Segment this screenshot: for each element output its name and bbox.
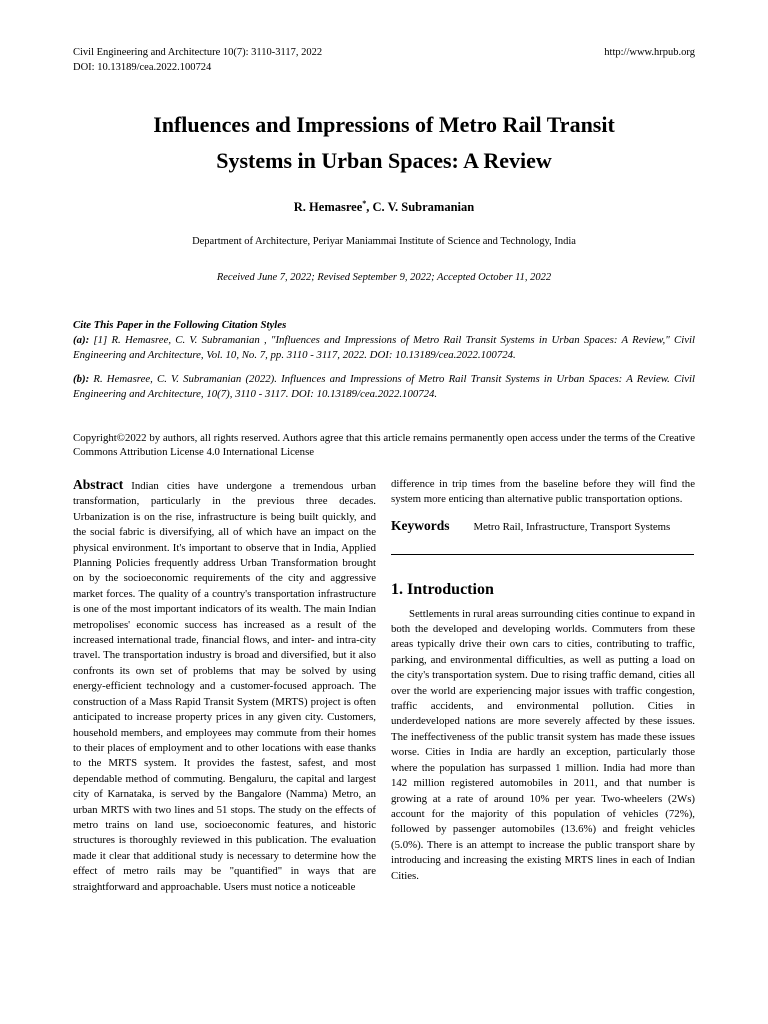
left-column [73,477,376,895]
introduction-text: Settlements in rural areas surrounding cities continue to expand in both the developed and developing worlds. Commuters from these areas typically drive their own cars to cities, contributing to traffic, parking, and environmental difficulties, as well as putting a load on the city's transportation system. Due to rising traffic demand, cities all over the world are experiencing major issues with traffic congestion, traffic accidents, and environmental pollution. Cities in underdeveloped nations are more severely affected by these issues. The ineffectiveness of the public transit system has made these issues worse. Cities in India are hardly an exception, particularly those where the population has surpassed 1 million. India had more than 142 million registered automobiles in 2011, and that number is growing at a rate of around 10% per year. Two-wheelers (2Ws) account for the majority of this population of vehicles (72%), followed by passenger automobiles (13.6%) and freight vehicles (5.0%). There is an attempt to increase the public transport share by introducing and increasing the existing MRTS lines in each of Indian Cities. [391,607,695,882]
keywords-heading: Keywords [391,517,450,533]
citation-a-text: [1] R. Hemasree, C. V. Subramanian , "Influences and Impressions of Metro Rail Transit Systems in Urban Spaces: A Review," Civil Engineering and Architecture, Vol. 10, No. 7, pp. 3110 - 3117, 2022. DOI: 10.13189/cea.2022.100724. [73,334,695,361]
section-divider [391,554,694,555]
keywords-text: Metro Rail, Infrastructure, Transport Systems [473,520,671,533]
abstract-continuation: difference in trip times from the baseline before they will find the system more enticing than alternative public transportation options. [391,478,695,506]
paper-title-line-1: Influences and Impressions of Metro Rail Transit [153,112,615,137]
corresponding-author-mark: * [362,199,367,208]
citation-b-text: R. Hemasree, C. V. Subramanian (2022). Influences and Impressions of Metro Rail Transit Systems in Urban Spaces: A Review. Civil Engineering and Architecture, 10(7), 3110 - 3117. DOI: 10.13189/cea.2022.100724. [73,373,695,400]
publication-dates: Received June 7, 2022; Revised September 9, 2022; Accepted October 11, 2022 [216,272,552,283]
journal-doi: DOI: 10.13189/cea.2022.100724 [73,62,212,73]
citation-style-a [73,333,695,363]
paper-title [60,107,708,179]
affiliation: Department of Architecture, Periyar Maniammai Institute of Science and Technology, India [192,236,576,247]
abstract-paragraph [73,477,376,895]
right-column [391,477,695,884]
abstract-text: Indian cities have undergone a tremendous urban transformation, particularly in the previous three decades. Urbanization is on the rise, infrastructure is being built quickly, and the social fabric is diversifying, all of which have an impact on the physical environment. It's important to observe that in India, Applied Planning Policies frequently address Urban Transformation brought on by the socioeconomic requirements of the city and aggressive market forces. The quality of a country's transportation infrastructure is one of the most important indicators of its wealth. The main Indian metropolises' economic success has increased as a result of the increased international trade, financial flows, and inter- and intra-city travel. The transportation industry is broad and diversified, but it also confronts its own set of problems that may be solved by using energy-efficient technology and a customer-focused approach. The construction of a Mass Rapid Transit System (MRTS) project is often anticipated to increase property prices in any given city. Customers, household members, and employees may commute from their homes to their places of employment and to other locations with ease thanks to the MRTS system. It provides the fastest, safest, and most dependable method of commuting. Bengaluru, the capital and largest city of Karnataka, is served by the Bangalore (Namma) Metro, an urban MRTS with two lines and 51 stops. The study on the effects of metro trains on land use, socioeconomic features, and historic structures is thoroughly reviewed in this publication. The evaluation made it clear that additional study is necessary to determine how the effect of metro rails may be "quantified" in ways that are straightforward and approachable. Users must notice a noticeable [73,480,376,893]
journal-citation: Civil Engineering and Architecture 10(7): 3110-3117, 2022 [73,47,323,58]
citation-a-label: (a): [73,334,90,346]
journal-url[interactable]: http://www.hrpub.org [604,47,695,58]
citation-style-b [73,372,695,402]
author-list [0,199,768,215]
citation-heading: Cite This Paper in the Following Citation Styles [73,319,287,331]
author-2: , C. V. Subramanian [366,200,475,215]
abstract-heading: Abstract [73,477,124,492]
keywords-paragraph [391,518,695,535]
journal-info [73,45,322,75]
introduction-heading: 1. Introduction [391,581,494,599]
citation-block [73,318,695,411]
copyright-notice: Copyright©2022 by authors, all rights reserved. Authors agree that this article remains permanently open access under the terms of the Creative Commons Attribution License 4.0 International License [73,432,695,458]
author-1: R. Hemasree [293,200,363,215]
citation-b-label: (b): [73,373,90,385]
paper-title-line-2: Systems in Urban Spaces: A Review [216,148,552,173]
